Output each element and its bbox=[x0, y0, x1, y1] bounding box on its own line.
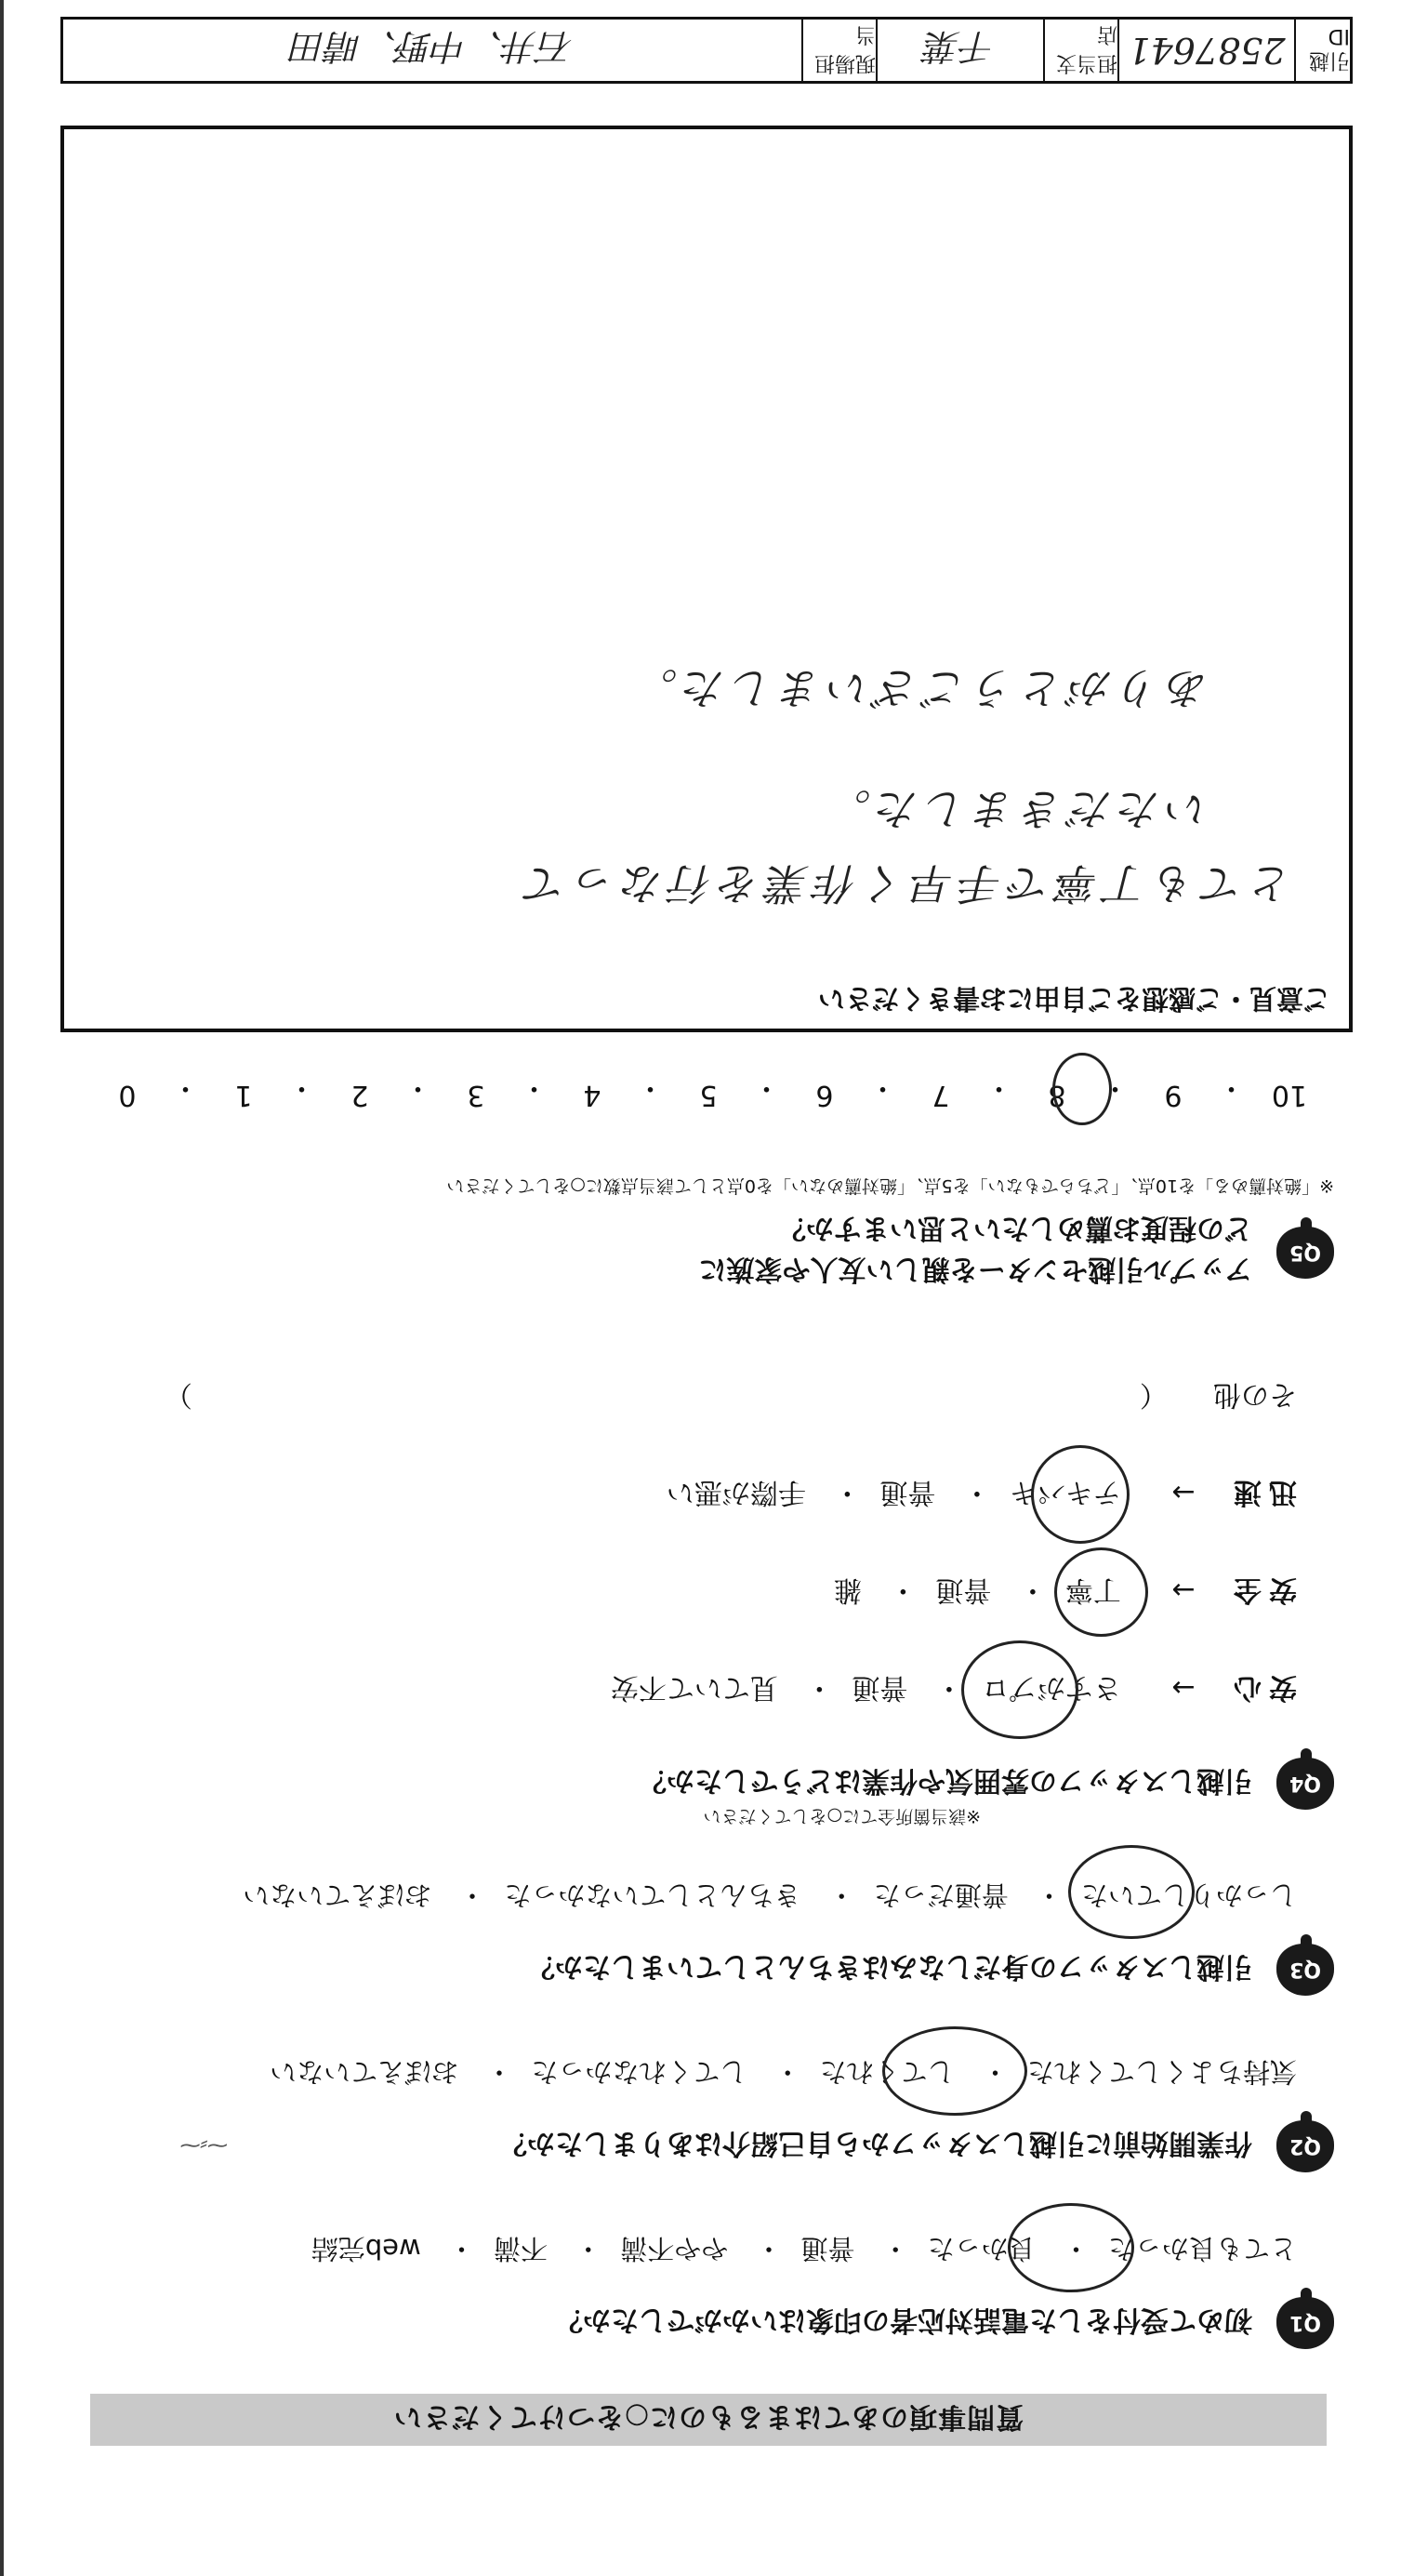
scan-edge-line bbox=[0, 0, 4, 2576]
q4-row-anshin: 安心 → さすがプロ・ 普通・ 見ていて不安 bbox=[611, 1670, 1297, 1711]
q4-row-label: 安全 bbox=[1226, 1573, 1297, 1606]
scale-option[interactable]: 3 bbox=[467, 1079, 485, 1111]
scale-option[interactable]: 9 bbox=[1164, 1079, 1183, 1111]
q5-text-line1: アップル引越センターを親しい友人や家族に bbox=[698, 1253, 1252, 1285]
q2-option-circled[interactable]: してくれた bbox=[819, 2056, 955, 2088]
leader-label: 現場担当 bbox=[801, 20, 876, 81]
q4-row-anzen: 安全 → 丁寧・ 普通・ 雑 bbox=[834, 1573, 1297, 1613]
arrow-icon: → bbox=[1171, 1573, 1196, 1606]
branch-value: 千葉 bbox=[876, 20, 1043, 81]
scale-option[interactable]: 10 bbox=[1271, 1079, 1308, 1111]
q5-text-line2: どの程度お薦めしたいと思いますか？ bbox=[778, 1212, 1252, 1244]
q4-option-circled[interactable]: テキパキ bbox=[1009, 1476, 1121, 1508]
q5-note: ※「絶対薦める」を10点、「どちらでもない」を5点、「絶対薦めない」を0点として該当点数に○をしてください bbox=[446, 1175, 1334, 1196]
instruction-banner: 質問事項のあてはまるものに○をつけてください bbox=[90, 2394, 1327, 2446]
arrow-icon: → bbox=[1171, 1671, 1196, 1704]
q4-other bbox=[165, 1377, 1297, 1418]
q4-row-jinsoku: 迅速 → テキパキ・ 普通・ 手際が悪い bbox=[667, 1475, 1297, 1516]
q3-badge: Q3 bbox=[1276, 1944, 1334, 1996]
q4-row-label: 安心 bbox=[1226, 1671, 1297, 1704]
comment-title: ご意見・ご感想をご自由にお書きください bbox=[817, 983, 1330, 1015]
scale-option[interactable]: 7 bbox=[932, 1079, 950, 1111]
q4-option[interactable]: 見ていて不安 bbox=[610, 1671, 778, 1704]
handwritten-comment-line3: ありがとうございました。 bbox=[629, 663, 1209, 713]
q4-note: ※該当箇所全てに○をしてください bbox=[703, 1806, 981, 1826]
q1-option[interactable]: 普通 bbox=[800, 2233, 855, 2264]
q2-text: 作業開始前に引越しスタッフから自己紹介はありましたか？ bbox=[499, 2127, 1252, 2159]
q2-option[interactable]: 気持ちよくしてくれた bbox=[1026, 2056, 1297, 2088]
q4-option[interactable]: 雑 bbox=[833, 1573, 862, 1606]
branch-label: 担当支店 bbox=[1043, 20, 1117, 81]
q1-option[interactable]: とても良かった bbox=[1107, 2233, 1297, 2264]
staff-info-strip bbox=[60, 17, 1353, 84]
q2-options: 気持ちよくしてくれた・ してくれた・ してくれなかった・ おぼえていない bbox=[270, 2054, 1297, 2092]
q1-text: 初めて受付をした電話対応者の印象はいかがでしたか？ bbox=[555, 2304, 1252, 2336]
q4-other-label: その他 bbox=[1213, 1378, 1297, 1411]
q3-option[interactable]: 普通だった bbox=[873, 1879, 1009, 1911]
q4-other-close: ） bbox=[164, 1378, 192, 1411]
q1-option-circled[interactable]: 良かった bbox=[927, 2233, 1036, 2264]
q1-options: とても良かった・ 良かった・ 普通・ やや不満・ 不満・ web完結 bbox=[311, 2231, 1297, 2269]
scale-option[interactable]: 6 bbox=[815, 1079, 834, 1111]
scale-option[interactable]: 4 bbox=[583, 1079, 601, 1111]
pen-scribble: ⁓⸗⁓ bbox=[179, 2133, 228, 2157]
scale-option[interactable]: 0 bbox=[118, 1079, 137, 1111]
q4-other-open: （ bbox=[1139, 1378, 1168, 1411]
q4-row-label: 迅速 bbox=[1226, 1476, 1297, 1508]
q1-option[interactable]: 不満 bbox=[493, 2233, 548, 2264]
q1-option[interactable]: やや不満 bbox=[620, 2233, 729, 2264]
scale-option[interactable]: 2 bbox=[350, 1079, 369, 1111]
q4-text: 引越しスタッフの雰囲気や作業はどうでしたか？ bbox=[639, 1764, 1252, 1797]
q3-options: しっかりしていた・ 普通だった・ きちんとしていなかった・ おぼえていない bbox=[243, 1878, 1297, 1916]
comment-box[interactable] bbox=[60, 126, 1353, 1032]
scale-option-selected[interactable]: 8 bbox=[1048, 1079, 1066, 1111]
q4-option[interactable]: 手際が悪い bbox=[666, 1476, 806, 1508]
handwritten-comment-line2: いただきました。 bbox=[823, 784, 1209, 834]
q4-option[interactable]: 普通 bbox=[879, 1476, 936, 1508]
arrow-icon: → bbox=[1171, 1476, 1196, 1508]
q4-badge: Q4 bbox=[1276, 1758, 1334, 1810]
q2-badge: Q2 bbox=[1276, 2120, 1334, 2172]
recommend-scale: 10 ・ 9 ・ 8 ・ 7 ・ 6 ・ 5 ・ 4 ・ 3 ・ 2 ・ 1 ・ 0 bbox=[90, 1070, 1327, 1111]
q2-option[interactable]: おぼえていない bbox=[270, 2056, 459, 2088]
scale-option[interactable]: 5 bbox=[699, 1079, 718, 1111]
handwritten-comment-line1: とても丁寧で手早く作業を行なって bbox=[520, 858, 1293, 909]
q4-option[interactable]: 普通 bbox=[935, 1573, 992, 1606]
q1-badge: Q1 bbox=[1276, 2297, 1334, 2349]
q3-option-circled[interactable]: しっかりしていた bbox=[1080, 1879, 1297, 1911]
q3-text: 引越しスタッフの身だしなみはきちんとしていましたか？ bbox=[527, 1950, 1252, 1983]
q4-option-circled[interactable]: 丁寧 bbox=[1064, 1573, 1121, 1606]
q5-badge: Q5 bbox=[1276, 1227, 1334, 1279]
q4-option[interactable]: 普通 bbox=[852, 1671, 908, 1704]
q1-option[interactable]: web完結 bbox=[311, 2233, 421, 2264]
leader-value: 石井、中野、晴田 bbox=[291, 26, 575, 68]
scale-option[interactable]: 1 bbox=[234, 1079, 253, 1111]
q4-option-circled[interactable]: さすがプロ bbox=[981, 1671, 1121, 1704]
id-label: 引越ID bbox=[1294, 20, 1350, 81]
q3-option[interactable]: おぼえていない bbox=[243, 1879, 432, 1911]
q2-option[interactable]: してくれなかった bbox=[531, 2056, 747, 2088]
id-value: 2587641 bbox=[1117, 20, 1294, 81]
q3-option[interactable]: きちんとしていなかった bbox=[504, 1879, 801, 1911]
